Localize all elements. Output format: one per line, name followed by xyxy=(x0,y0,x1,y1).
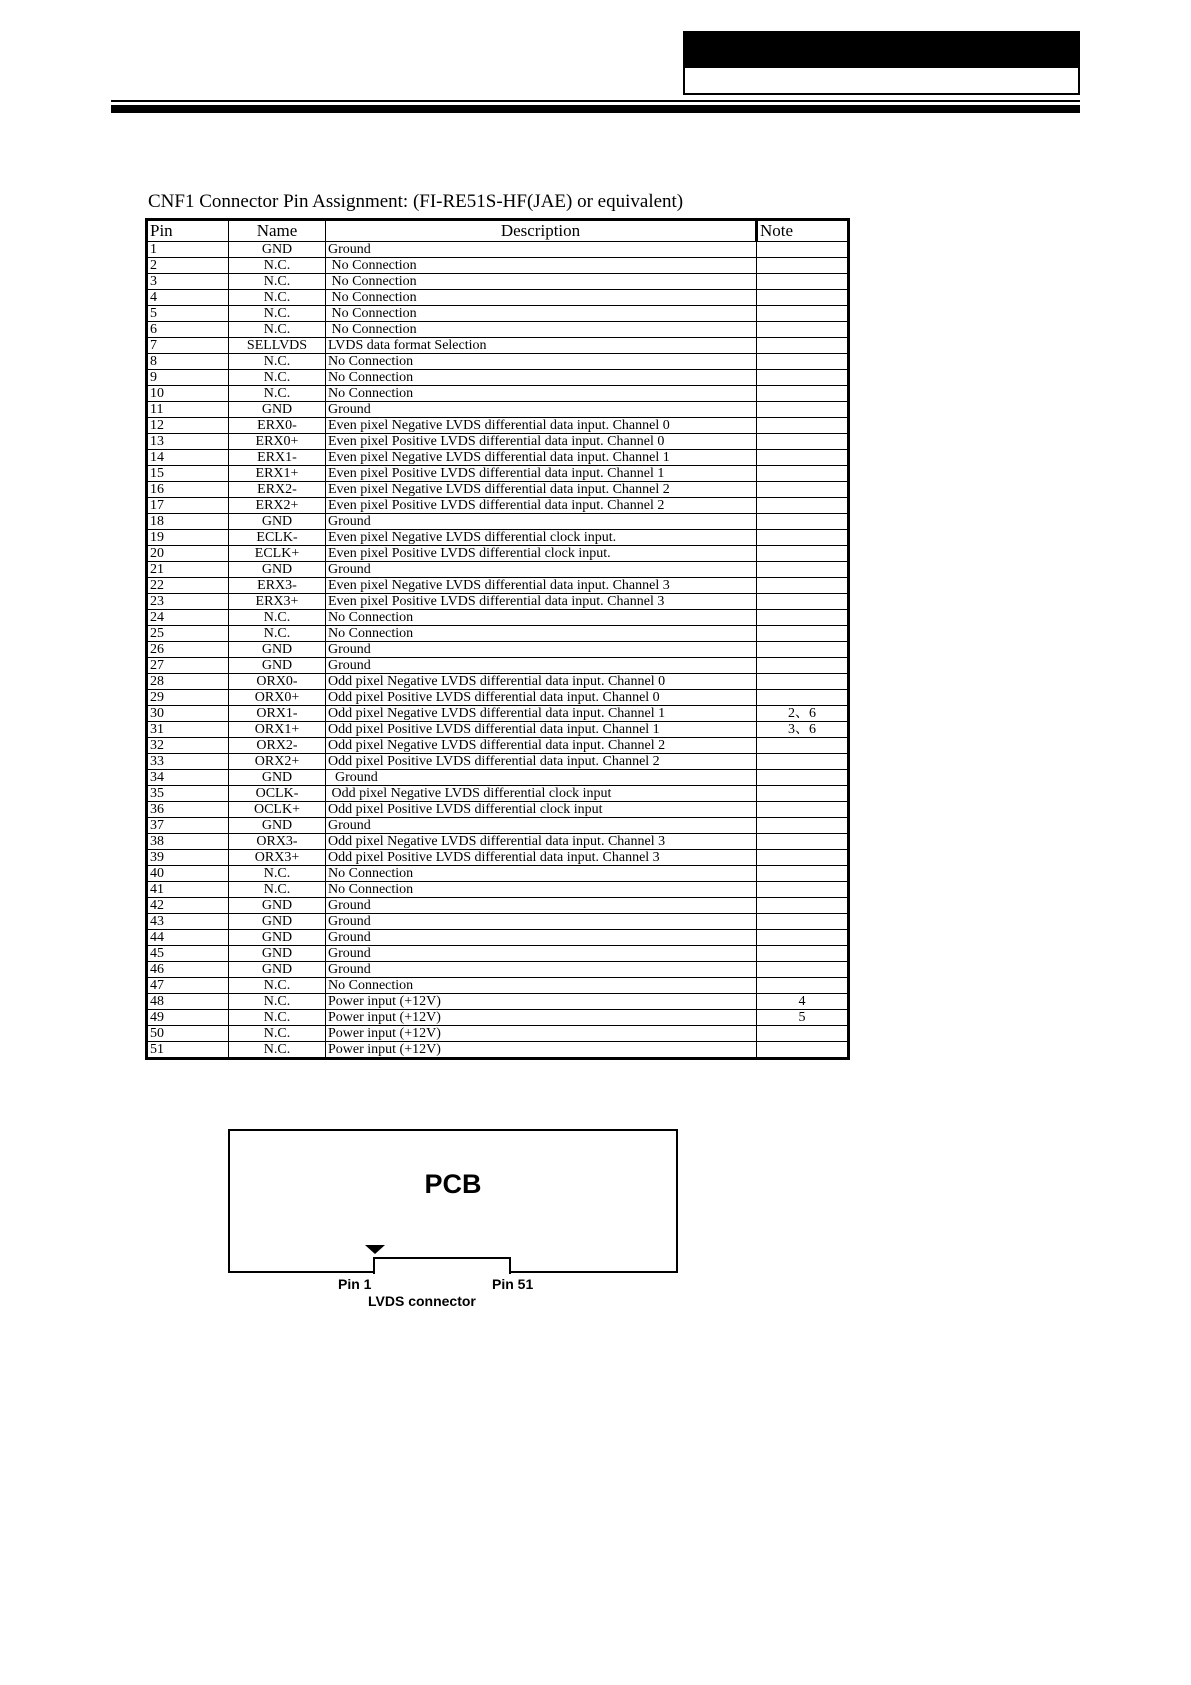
table-row xyxy=(147,658,849,674)
description-cell: Odd pixel Positive LVDS differential data input. Channel 0 xyxy=(326,690,757,706)
description-cell: Ground xyxy=(326,914,757,930)
note-cell xyxy=(757,274,849,290)
name-cell: GND xyxy=(229,770,326,786)
description-cell: No Connection xyxy=(326,370,757,386)
name-cell: ORX0+ xyxy=(229,690,326,706)
table-row xyxy=(147,498,849,514)
note-cell xyxy=(757,562,849,578)
name-cell: N.C. xyxy=(229,370,326,386)
name-cell: ERX0- xyxy=(229,418,326,434)
table-row xyxy=(147,306,849,322)
description-cell: No Connection xyxy=(326,386,757,402)
pin-cell: 21 xyxy=(147,562,229,578)
table-row xyxy=(147,898,849,914)
table-row xyxy=(147,338,849,354)
pcb-label: PCB xyxy=(424,1169,482,1199)
table-row xyxy=(147,354,849,370)
table-row xyxy=(147,978,849,994)
table-row xyxy=(147,770,849,786)
pin-cell: 30 xyxy=(147,706,229,722)
table-row xyxy=(147,466,849,482)
name-cell: ERX1+ xyxy=(229,466,326,482)
note-cell xyxy=(757,338,849,354)
table-row xyxy=(147,786,849,802)
table-row xyxy=(147,290,849,306)
table-row xyxy=(147,402,849,418)
pin-cell: 39 xyxy=(147,850,229,866)
description-cell: Ground xyxy=(326,946,757,962)
table-row xyxy=(147,514,849,530)
table-row xyxy=(147,546,849,562)
pin-cell: 35 xyxy=(147,786,229,802)
pin-cell: 40 xyxy=(147,866,229,882)
note-cell xyxy=(757,1042,849,1059)
pin-cell: 6 xyxy=(147,322,229,338)
table-header-row xyxy=(147,220,849,242)
table-row xyxy=(147,594,849,610)
pin-cell: 38 xyxy=(147,834,229,850)
description-cell: Even pixel Positive LVDS differential data input. Channel 0 xyxy=(326,434,757,450)
note-cell xyxy=(757,818,849,834)
description-cell: Ground xyxy=(326,642,757,658)
description-cell: Odd pixel Positive LVDS differential clock input xyxy=(326,802,757,818)
name-cell: ECLK- xyxy=(229,530,326,546)
note-cell xyxy=(757,354,849,370)
note-cell xyxy=(757,258,849,274)
pin-cell: 5 xyxy=(147,306,229,322)
pin-cell: 18 xyxy=(147,514,229,530)
name-cell: ERX0+ xyxy=(229,434,326,450)
lvds-connector-label: LVDS connector xyxy=(368,1293,476,1309)
pin-cell: 43 xyxy=(147,914,229,930)
note-cell xyxy=(757,370,849,386)
description-cell: Ground xyxy=(326,514,757,530)
note-cell xyxy=(757,434,849,450)
table-row xyxy=(147,386,849,402)
table-caption: CNF1 Connector Pin Assignment: (FI-RE51S-HF(JAE) or equivalent) xyxy=(148,191,684,212)
pin-cell: 51 xyxy=(147,1042,229,1059)
name-cell: ORX0- xyxy=(229,674,326,690)
table-row xyxy=(147,274,849,290)
name-cell: ORX1- xyxy=(229,706,326,722)
description-cell: Ground xyxy=(326,402,757,418)
description-cell: No Connection xyxy=(326,882,757,898)
note-cell xyxy=(757,450,849,466)
description-cell: No Connection xyxy=(326,306,757,322)
table-row xyxy=(147,866,849,882)
name-cell: N.C. xyxy=(229,354,326,370)
note-cell xyxy=(757,626,849,642)
table-row xyxy=(147,818,849,834)
description-cell: Odd pixel Negative LVDS differential data input. Channel 2 xyxy=(326,738,757,754)
name-cell: N.C. xyxy=(229,322,326,338)
pin-cell: 16 xyxy=(147,482,229,498)
table-row xyxy=(147,1010,849,1026)
note-cell xyxy=(757,594,849,610)
table-row xyxy=(147,482,849,498)
name-cell: GND xyxy=(229,962,326,978)
name-cell: ERX2+ xyxy=(229,498,326,514)
name-cell: N.C. xyxy=(229,994,326,1010)
description-cell: Ground xyxy=(326,562,757,578)
pin-cell: 11 xyxy=(147,402,229,418)
name-cell: GND xyxy=(229,930,326,946)
pin-cell: 32 xyxy=(147,738,229,754)
description-cell: Even pixel Negative LVDS differential data input. Channel 3 xyxy=(326,578,757,594)
description-cell: Even pixel Positive LVDS differential clock input. xyxy=(326,546,757,562)
note-cell xyxy=(757,610,849,626)
name-cell: N.C. xyxy=(229,274,326,290)
name-cell: N.C. xyxy=(229,610,326,626)
note-cell xyxy=(757,914,849,930)
table-row xyxy=(147,834,849,850)
pin-cell: 10 xyxy=(147,386,229,402)
table-row xyxy=(147,322,849,338)
description-cell: Ground xyxy=(326,658,757,674)
pin-cell: 20 xyxy=(147,546,229,562)
name-cell: N.C. xyxy=(229,386,326,402)
note-cell: 4 xyxy=(757,994,849,1010)
name-cell: OCLK- xyxy=(229,786,326,802)
name-cell: OCLK+ xyxy=(229,802,326,818)
name-cell: ERX2- xyxy=(229,482,326,498)
name-cell: ORX1+ xyxy=(229,722,326,738)
pin-cell: 49 xyxy=(147,1010,229,1026)
pin-cell: 12 xyxy=(147,418,229,434)
description-cell: Odd pixel Positive LVDS differential data input. Channel 1 xyxy=(326,722,757,738)
pin-cell: 29 xyxy=(147,690,229,706)
table-row xyxy=(147,1026,849,1042)
name-cell: N.C. xyxy=(229,258,326,274)
description-cell: No Connection xyxy=(326,274,757,290)
table-row xyxy=(147,882,849,898)
description-cell: Ground xyxy=(326,962,757,978)
pin-cell: 33 xyxy=(147,754,229,770)
note-cell xyxy=(757,802,849,818)
pin-cell: 7 xyxy=(147,338,229,354)
name-cell: ORX3+ xyxy=(229,850,326,866)
pin-cell: 9 xyxy=(147,370,229,386)
table-row xyxy=(147,418,849,434)
note-cell xyxy=(757,882,849,898)
pin1-triangle-marker xyxy=(365,1245,385,1254)
name-cell: GND xyxy=(229,658,326,674)
pin-cell: 42 xyxy=(147,898,229,914)
name-cell: GND xyxy=(229,562,326,578)
table-row xyxy=(147,722,849,738)
note-cell xyxy=(757,866,849,882)
note-cell xyxy=(757,930,849,946)
table-row xyxy=(147,706,849,722)
table-row xyxy=(147,850,849,866)
name-cell: GND xyxy=(229,242,326,258)
pin-cell: 47 xyxy=(147,978,229,994)
table-row xyxy=(147,450,849,466)
pin-cell: 37 xyxy=(147,818,229,834)
pin-cell: 8 xyxy=(147,354,229,370)
description-cell: No Connection xyxy=(326,354,757,370)
description-cell: Power input (+12V) xyxy=(326,1010,757,1026)
name-cell: ORX2+ xyxy=(229,754,326,770)
description-cell: Odd pixel Negative LVDS differential clock input xyxy=(326,786,757,802)
description-cell: Even pixel Negative LVDS differential clock input. xyxy=(326,530,757,546)
description-cell: Even pixel Negative LVDS differential data input. Channel 0 xyxy=(326,418,757,434)
pin-cell: 24 xyxy=(147,610,229,626)
note-cell xyxy=(757,514,849,530)
header-rule-thin xyxy=(111,100,1080,102)
description-cell: Odd pixel Positive LVDS differential data input. Channel 3 xyxy=(326,850,757,866)
table-row xyxy=(147,994,849,1010)
lvds-connector-shape xyxy=(373,1257,511,1274)
table-row xyxy=(147,754,849,770)
name-cell: N.C. xyxy=(229,626,326,642)
description-cell: Even pixel Negative LVDS differential data input. Channel 2 xyxy=(326,482,757,498)
table-row xyxy=(147,802,849,818)
column-header-note: Note xyxy=(757,220,849,242)
note-cell xyxy=(757,402,849,418)
pin-cell: 14 xyxy=(147,450,229,466)
description-cell: Power input (+12V) xyxy=(326,994,757,1010)
description-cell: No Connection xyxy=(326,626,757,642)
note-cell xyxy=(757,466,849,482)
name-cell: N.C. xyxy=(229,978,326,994)
note-cell xyxy=(757,738,849,754)
pin-cell: 28 xyxy=(147,674,229,690)
note-cell: 2、6 xyxy=(757,706,849,722)
pin-cell: 45 xyxy=(147,946,229,962)
note-cell xyxy=(757,386,849,402)
note-cell xyxy=(757,946,849,962)
description-cell: No Connection xyxy=(326,322,757,338)
description-cell: Ground xyxy=(326,770,757,786)
note-cell xyxy=(757,898,849,914)
column-header-pin: Pin xyxy=(147,220,229,242)
table-row xyxy=(147,914,849,930)
name-cell: ERX1- xyxy=(229,450,326,466)
name-cell: GND xyxy=(229,402,326,418)
description-cell: LVDS data format Selection xyxy=(326,338,757,354)
pin-assignment-table xyxy=(145,218,850,1060)
note-cell xyxy=(757,850,849,866)
pin-cell: 1 xyxy=(147,242,229,258)
table-row xyxy=(147,370,849,386)
description-cell: Ground xyxy=(326,898,757,914)
table-row xyxy=(147,1042,849,1059)
description-cell: Even pixel Negative LVDS differential data input. Channel 1 xyxy=(326,450,757,466)
pin-cell: 19 xyxy=(147,530,229,546)
name-cell: ORX2- xyxy=(229,738,326,754)
note-cell xyxy=(757,978,849,994)
description-cell: Ground xyxy=(326,242,757,258)
note-cell xyxy=(757,770,849,786)
table-row xyxy=(147,626,849,642)
pin1-label: Pin 1 xyxy=(338,1276,372,1292)
name-cell: GND xyxy=(229,898,326,914)
name-cell: GND xyxy=(229,642,326,658)
table-row xyxy=(147,962,849,978)
pin-cell: 50 xyxy=(147,1026,229,1042)
table-row xyxy=(147,946,849,962)
name-cell: N.C. xyxy=(229,882,326,898)
note-cell: 5 xyxy=(757,1010,849,1026)
table-row xyxy=(147,674,849,690)
column-header-name: Name xyxy=(229,220,326,242)
note-cell xyxy=(757,658,849,674)
note-cell xyxy=(757,482,849,498)
name-cell: GND xyxy=(229,946,326,962)
header-rule-thick xyxy=(111,105,1080,113)
note-cell xyxy=(757,546,849,562)
note-cell: 3、6 xyxy=(757,722,849,738)
note-cell xyxy=(757,498,849,514)
description-cell: Ground xyxy=(326,930,757,946)
pin-cell: 34 xyxy=(147,770,229,786)
table-row xyxy=(147,610,849,626)
pin-cell: 48 xyxy=(147,994,229,1010)
description-cell: Odd pixel Positive LVDS differential data input. Channel 2 xyxy=(326,754,757,770)
pin-cell: 22 xyxy=(147,578,229,594)
pin-cell: 31 xyxy=(147,722,229,738)
column-header-description: Description xyxy=(326,220,757,242)
header-white-box xyxy=(683,66,1080,95)
note-cell xyxy=(757,306,849,322)
note-cell xyxy=(757,834,849,850)
description-cell: Power input (+12V) xyxy=(326,1026,757,1042)
note-cell xyxy=(757,322,849,338)
description-cell: Odd pixel Negative LVDS differential data input. Channel 0 xyxy=(326,674,757,690)
pin-cell: 17 xyxy=(147,498,229,514)
description-cell: Ground xyxy=(326,818,757,834)
pin-cell: 41 xyxy=(147,882,229,898)
note-cell xyxy=(757,690,849,706)
note-cell xyxy=(757,1026,849,1042)
pin51-label: Pin 51 xyxy=(492,1276,534,1292)
pcb-outline xyxy=(228,1129,678,1273)
note-cell xyxy=(757,642,849,658)
table-row xyxy=(147,562,849,578)
description-cell: Even pixel Positive LVDS differential data input. Channel 3 xyxy=(326,594,757,610)
name-cell: N.C. xyxy=(229,1042,326,1059)
table-row xyxy=(147,642,849,658)
name-cell: GND xyxy=(229,914,326,930)
pin-cell: 4 xyxy=(147,290,229,306)
table-row xyxy=(147,690,849,706)
description-cell: No Connection xyxy=(326,866,757,882)
table-row xyxy=(147,530,849,546)
note-cell xyxy=(757,530,849,546)
description-cell: Odd pixel Negative LVDS differential data input. Channel 1 xyxy=(326,706,757,722)
pin-cell: 13 xyxy=(147,434,229,450)
name-cell: ORX3- xyxy=(229,834,326,850)
note-cell xyxy=(757,674,849,690)
table-row xyxy=(147,930,849,946)
note-cell xyxy=(757,754,849,770)
description-cell: No Connection xyxy=(326,258,757,274)
name-cell: ERX3- xyxy=(229,578,326,594)
pin-cell: 2 xyxy=(147,258,229,274)
table-row xyxy=(147,578,849,594)
name-cell: N.C. xyxy=(229,1010,326,1026)
note-cell xyxy=(757,962,849,978)
pin-cell: 15 xyxy=(147,466,229,482)
pin-cell: 23 xyxy=(147,594,229,610)
name-cell: N.C. xyxy=(229,306,326,322)
name-cell: ECLK+ xyxy=(229,546,326,562)
table-row xyxy=(147,258,849,274)
description-cell: No Connection xyxy=(326,290,757,306)
table-row xyxy=(147,434,849,450)
pin-cell: 3 xyxy=(147,274,229,290)
table-row xyxy=(147,242,849,258)
note-cell xyxy=(757,242,849,258)
description-cell: Power input (+12V) xyxy=(326,1042,757,1059)
description-cell: No Connection xyxy=(326,978,757,994)
name-cell: N.C. xyxy=(229,866,326,882)
pin-cell: 36 xyxy=(147,802,229,818)
pin-cell: 46 xyxy=(147,962,229,978)
description-cell: Odd pixel Negative LVDS differential data input. Channel 3 xyxy=(326,834,757,850)
name-cell: GND xyxy=(229,818,326,834)
pin-cell: 25 xyxy=(147,626,229,642)
description-cell: Even pixel Positive LVDS differential data input. Channel 1 xyxy=(326,466,757,482)
header-black-box xyxy=(683,31,1080,66)
pin-rows xyxy=(147,242,849,1059)
name-cell: N.C. xyxy=(229,290,326,306)
name-cell: SELLVDS xyxy=(229,338,326,354)
table-row xyxy=(147,738,849,754)
name-cell: N.C. xyxy=(229,1026,326,1042)
description-cell: No Connection xyxy=(326,610,757,626)
note-cell xyxy=(757,290,849,306)
note-cell xyxy=(757,418,849,434)
name-cell: GND xyxy=(229,514,326,530)
pin-cell: 44 xyxy=(147,930,229,946)
pin-cell: 26 xyxy=(147,642,229,658)
note-cell xyxy=(757,578,849,594)
pin-cell: 27 xyxy=(147,658,229,674)
note-cell xyxy=(757,786,849,802)
description-cell: Even pixel Positive LVDS differential data input. Channel 2 xyxy=(326,498,757,514)
name-cell: ERX3+ xyxy=(229,594,326,610)
